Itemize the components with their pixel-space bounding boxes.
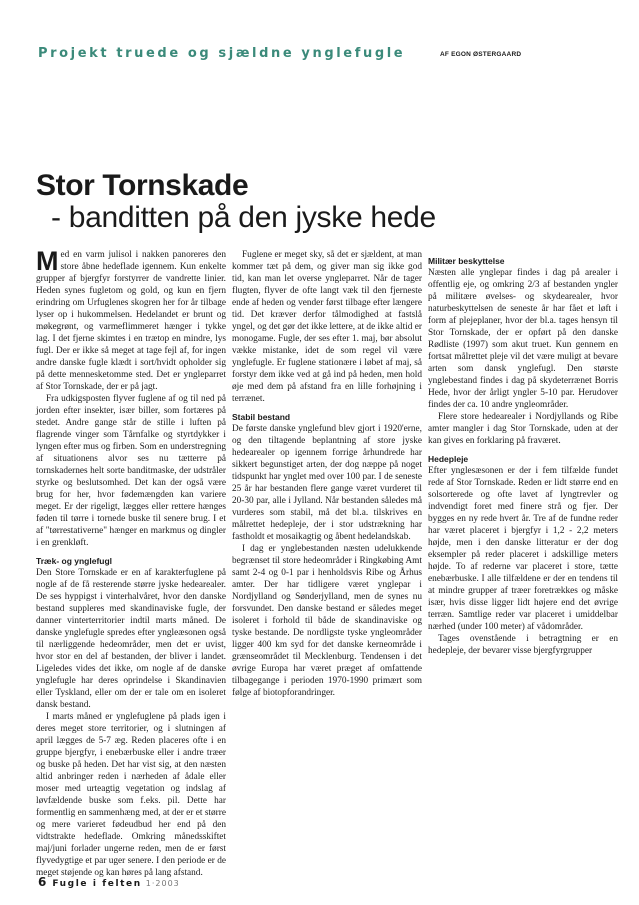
- body-paragraph: De første danske ynglefund blev gjort i 1920'erne, og den tiltagende beplantning af store jyske hedearealer op igennem forrige århundrede har sikkert begunstiget arten, der dog næppe på noget tidspunkt har ynglet med over 100 par. I de seneste 25 år har bestanden flere gange været vurderet til 20-30 par, alle i Jylland. Når bestanden således må vurderes som stabil, må det bl.a. tilskrives en målrettet hedepleje, der i stor udstrækning har fastholdt et mosaikagtig og åbent hedelandskab.: [232, 424, 422, 542]
- subheading-stabil: Stabil bestand: [232, 412, 291, 422]
- body-paragraph: Tages ovenstående i betragtning er en hedepleje, der bevarer visse bjergfyrgrupper: [428, 634, 618, 656]
- body-paragraph: Fra udkigsposten flyver fuglene af og til ned på jorden efter insekter, især biller, som fortæres på stedet. Andre gange står de stille i luften på flagrende vinger som Tårnfalke og styrtdykker i lyngen efter mus og firben. Som en understregning af situationens alvor ses nu tætterre på tornskadernes helt sorte banditmaske, der udstråler styrke og beslutsomhed. Det kan der også være brug for her, hvor fødemængden kan variere meget. Er der rigeligt, lægges eller rettere hænges føden til tørre i tornede buske til senere brug. I et af "tørrestativerne" hænger en markmus og dingler i en grenkløft.: [36, 394, 226, 548]
- body-paragraph: Den Store Tornskade er en af karakterfuglene på nogle af de få resterende større jyske hedearealer. De ses hyppigst i vinterhalvåret, hvor den danske bestand suppleres med skandinaviske fugle, der danner vinterterritorier indtil marts måned. De danske ynglefugle spredes efter yngleæsonen også til nærliggende hedeområder, men det er uvist, hvor stor en del af bestanden, der bliver i landet. Ligeledes vides det ikke, om nogle af de danske ynglefugle har deres oprindelse i Skandinavien eller Tyskland, eller om der er tale om en isoleret dansk bestand.: [36, 568, 226, 710]
- byline: AF EGON ØSTERGAARD: [440, 51, 522, 58]
- intro-paragraph: [36, 246, 226, 393]
- series-title: Projekt truede og sjældne ynglefugle: [38, 46, 406, 61]
- body-paragraph: Flere store hedearealer i Nordjyllands og Ribe amter mangler i dag Stor Tornskade, uden at der kan gives en forklaring på fraværet.: [428, 412, 618, 446]
- body-paragraph: Næsten alle ynglepar findes i dag på arealer i offentlig eje, og omkring 2/3 af bestanden yngler på militære øvelses- og skydearealer, hvor naturbeskyttelsen de seneste år har fået et løft i form af plejeplaner, hvor der bl.a. tages hensyn til Stor Tornskade, der er opført på den danske Rødliste (1997) som akut truet. Kun gennem en fortsat målrettet pleje vil det være muligt at bevare arten som dansk ynglefugl. Den største ynglebestand findes i dag på skydeterrænet Borris Hede, hvor der årligt yngler 5-10 par. Herudover findes der ca. 10 andre yngleområder.: [428, 268, 618, 410]
- subheading-trak: Træk- og ynglefugl: [36, 556, 113, 566]
- article-column-2: [232, 249, 422, 699]
- page-number: 6: [38, 875, 47, 889]
- body-paragraph: I marts måned er ynglefuglene på plads igen i deres meget store territorier, og i slutningen af april lægges de 5-7 æg. Reden placeres ofte i en gruppe bjergfyr, i enebærbuske eller i andre træer og buske på heden. Det har vist sig, at den næsten altid anbringer reden i nærheden af ådale eller moser med urteagtig vegetation og indslag af løvfældende buske som f.eks. pil. Dette har formentlig en sammenhæng med, at der er et større og mere varieret fødeudbud her end på den vidtstrakte hedeflade. Omkring månedsskiftet maj/juni forlader ungerne reden, men de er først flyvedygtige et par uger senere. I den periode er de meget støjende og kan høres på lang afstand.: [36, 712, 226, 878]
- headline-subtitle: - banditten på den jyske hede: [51, 201, 436, 234]
- body-paragraph: Fuglene er meget sky, så det er sjældent, at man kommer tæt på dem, og giver man sig ikke god tid, kan man let overse yngleparret. Når de tager flugten, flyver de ofte langt væk til den fjerneste ende af heden og vender først tilbage efter længere tid. Det kræver derfor tålmodighed at fastslå yngel, og det gør det ikke lettere, at de ikke altid er monogame. Fugle, der ses efter 1. maj, bør absolut vække mistanke, idet de som regel vil være ynglefugle. Er fuglene stationære i løbet af maj, så forstyr dem ikke ved at gå ind på heden, men hold øje med dem på afstand fra en lille forhøjning i terrænet.: [232, 250, 422, 404]
- magazine-name: Fugle i felten: [52, 879, 142, 889]
- subheading-hedepleje: Hedepleje: [428, 454, 469, 464]
- headline: [36, 170, 436, 234]
- headline-title: Stor Tornskade: [36, 169, 249, 202]
- article-column-3: [428, 249, 618, 657]
- issue-number: 1·2003: [145, 879, 180, 888]
- drop-cap: M: [36, 246, 59, 276]
- subheading-militaer: Militær beskyttelse: [428, 256, 505, 266]
- intro-text: ed en varm julisol i nakken panoreres den store åbne hedeflade igennem. Kun enkelte grupper af bjergfyr forstyrrer de vandrette linier. Heden synes fugletom og gold, og kun en fjern erindring om Urfuglenes skogren her for år tilbage lyser op i hukommelsen. Hedelandet er brunt og møkegrønt, og varmeflimmeret hænger i tykke lag. I det fjerne skimtes i en trætop en mindre, lys fugl. Der er ikke så meget at tage fejl af, for ingen andre danske fugle klædt i sort/hvidt opholder sig på dette mennesketomme sted. Det er yngleparret af Stor Tornskade, der er på jagt.: [36, 250, 226, 392]
- page-footer: [38, 875, 180, 889]
- body-paragraph: Efter ynglesæsonen er der i fem tilfælde fundet rede af Stor Tornskade. Reden er lidt større end en solsorterede og ofte lavet af lyngtrevler og indvendigt foret med finere strå og fjer. Der bygges en ny rede hvert år. Tre af de fundne reder har været placeret i bjergfyr i 1,2 - 2,2 meters højde, men i den danske litteratur er der dog eksempler på reder placeret i adskillige meters højde. To af rederne var placeret i store, tætte enebærbuske. I alle tilfældene er der en tendens til at mindre grupper af træer foretrækkes og måske især, hvis disse ligger lidt højere end det øvrige terræn. Samtlige reder var placeret i umiddelbar nærhed (under 100 meter) af vådområder.: [428, 466, 618, 632]
- body-paragraph: I dag er ynglebestanden næsten udelukkende begrænset til store hedeområder i Ringkøbing Amt samt 2-4 og 0-1 par i henholdsvis Ribe og Århus amter. Der har tidligere været ynglepar i Nordjylland og Sønderjylland, men de synes nu forsvundet. Den danske bestand er således meget isoleret i forhold til både de skandinaviske og tyske bestande. De nordligste tyske yngleområder ligger 400 km syd for det danske kerneområde i grænseområdet til Mecklenburg. Tendensen i det øvrige Europa har været præget af omfattende tilbagegange i perioden 1970-1990 primært som følge af biotopforandringer.: [232, 544, 422, 698]
- article-column-1: [36, 246, 226, 879]
